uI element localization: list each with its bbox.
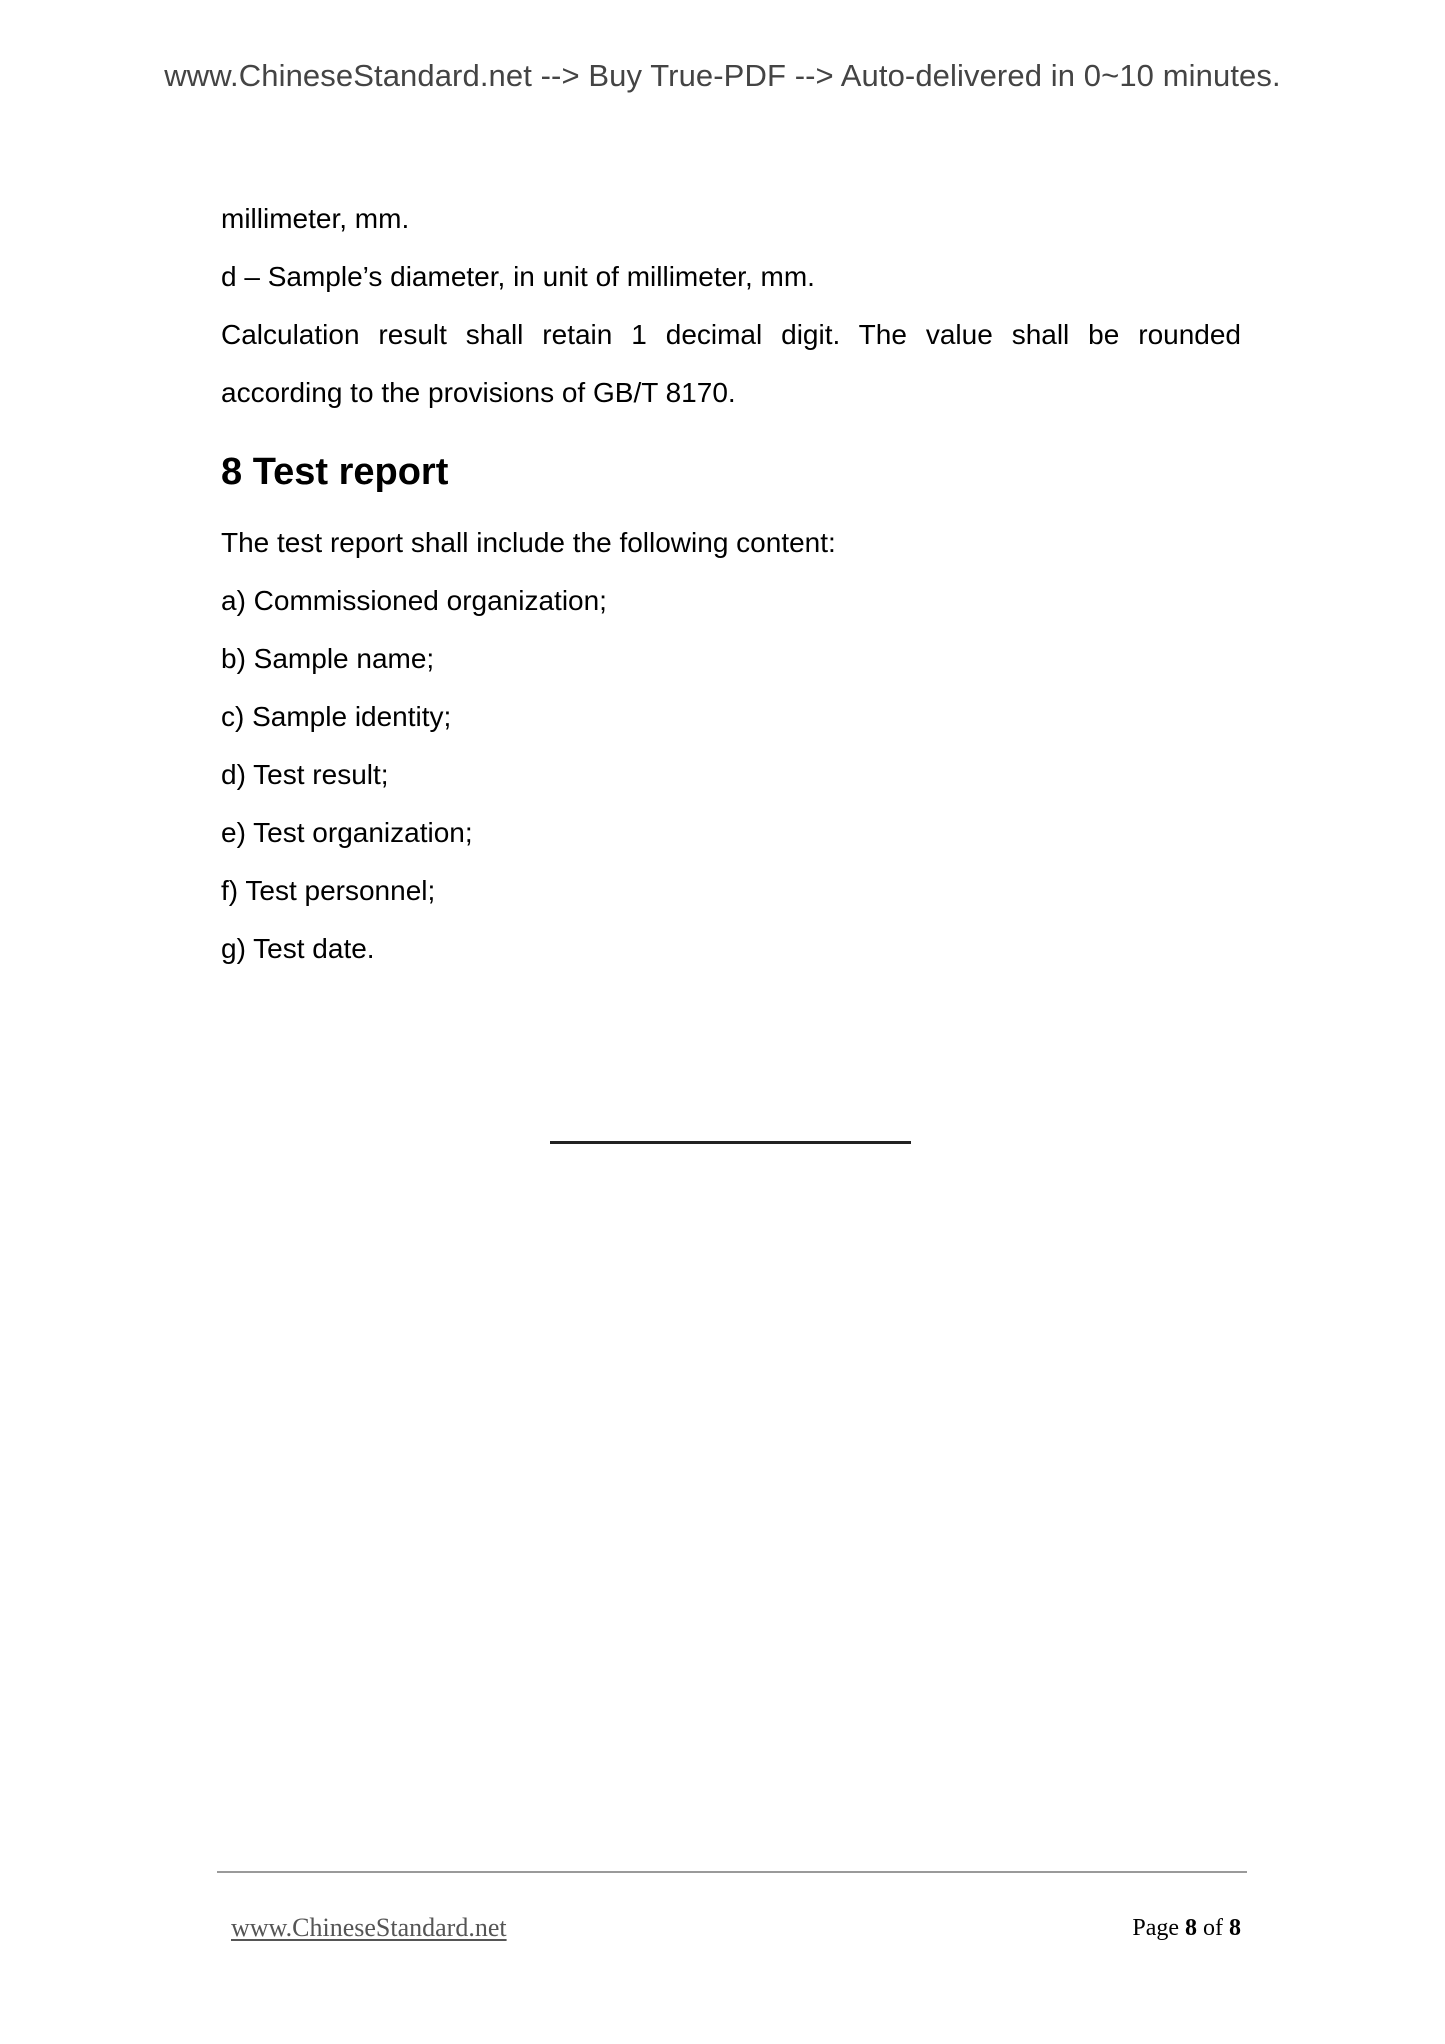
list-item: d) Test result;: [221, 759, 389, 790]
section-heading: 8 Test report: [221, 451, 449, 493]
page-of: of: [1203, 1915, 1223, 1941]
section-intro: The test report shall include the following content:: [221, 527, 836, 558]
list-item: c) Sample identity;: [221, 701, 452, 732]
definition-d: d – Sample’s diameter, in unit of millimeter, mm.: [221, 261, 815, 292]
document-body: [221, 190, 1241, 978]
end-of-document-rule: [550, 1141, 911, 1144]
report-content-list: [221, 572, 1241, 978]
page-current: 8: [1185, 1915, 1197, 1941]
continuation-line: millimeter, mm.: [221, 203, 410, 234]
list-item: b) Sample name;: [221, 643, 435, 674]
list-item: f) Test personnel;: [221, 875, 436, 906]
list-item: e) Test organization;: [221, 817, 473, 848]
page-prefix: Page: [1132, 1915, 1179, 1941]
page-total: 8: [1229, 1915, 1241, 1941]
top-banner: www.ChineseStandard.net --> Buy True-PDF --> Auto-delivered in 0~10 minutes.: [164, 58, 1281, 93]
list-item: a) Commissioned organization;: [221, 585, 607, 616]
page-indicator: [1132, 1915, 1241, 1942]
list-item: g) Test date.: [221, 933, 375, 964]
calculation-note: Calculation result shall retain 1 decimal digit. The value shall be rounded according to the provisions of GB/T 8170.: [221, 319, 1241, 408]
footer-website-link[interactable]: www.ChineseStandard.net: [231, 1913, 507, 1942]
footer-divider: [217, 1871, 1247, 1873]
